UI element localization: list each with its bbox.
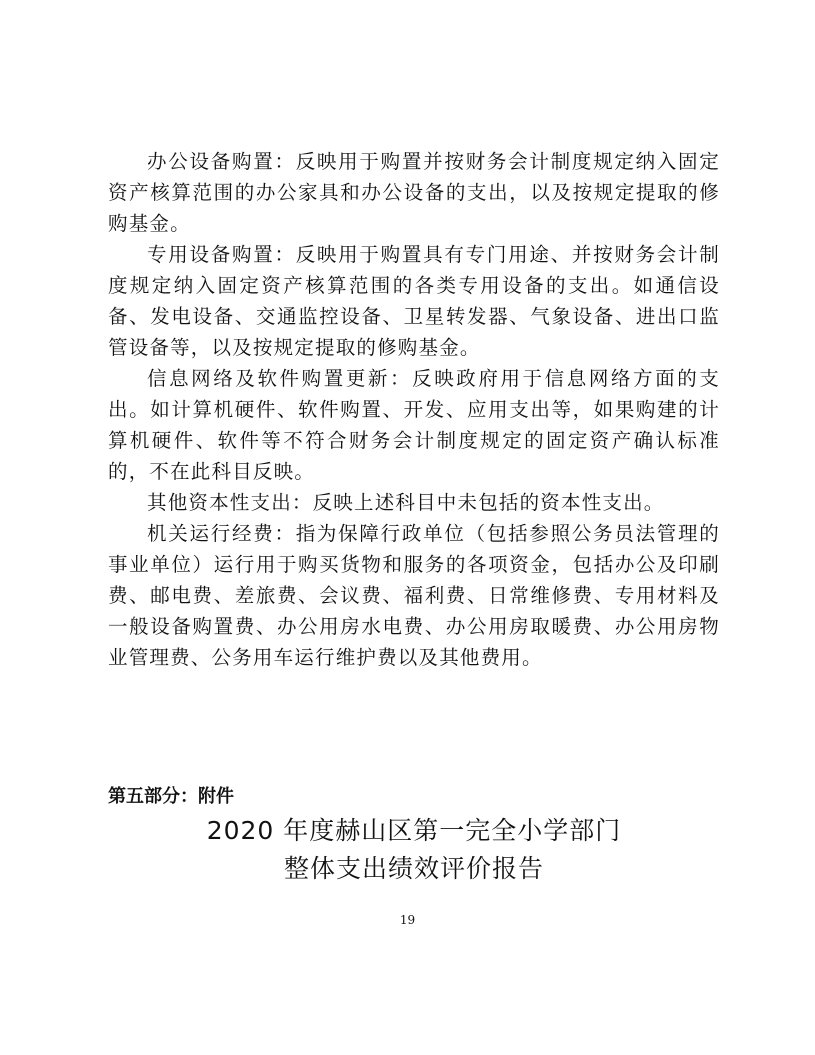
paragraph-special-equipment: 专用设备购置：反映用于购置具有专门用途、并按财务会计制度规定纳入固定资产核算范围的各类专用设备的支出。如通信设备、发电设备、交通监控设备、卫星转发器、气象设备、进出口监管设备等，以及按规定提取的修购基金。 <box>108 243 720 359</box>
body-text <box>108 146 720 673</box>
paragraph-office-equipment: 办公设备购置：反映用于购置并按财务会计制度规定纳入固定资产核算范围的办公家具和办公设备的支出，以及按规定提取的修购基金。 <box>108 150 720 235</box>
section-heading: 第五部分：附件 <box>108 786 234 807</box>
paragraph-information-network: 信息网络及软件购置更新：反映政府用于信息网络方面的支出。如计算机硬件、软件购置、开发、应用支出等，如果购建的计算机硬件、软件等不符合财务会计制度规定的固定资产确认标准的，不在此科目反映。 <box>108 367 720 483</box>
paragraph-other-capital: 其他资本性支出：反映上述科目中未包括的资本性支出。 <box>147 491 665 514</box>
annex-title-line-2: 整体支出绩效评价报告 <box>283 854 544 883</box>
page-number: 19 <box>399 913 416 927</box>
annex-title-line-1: 2020 年度赫山区第一完全小学部门 <box>206 816 622 845</box>
paragraph-operating-expenses: 机关运行经费：指为保障行政单位（包括参照公务员法管理的事业单位）运行用于购买货物和服务的各项资金，包括办公及印刷费、邮电费、差旅费、会议费、福利费、日常维修费、专用材料及一般设备购置费、办公用房水电费、办公用房取暖费、办公用房物业管理费、公务用车运行维护费以及其他费用。 <box>108 522 720 669</box>
annex-title <box>108 812 720 888</box>
